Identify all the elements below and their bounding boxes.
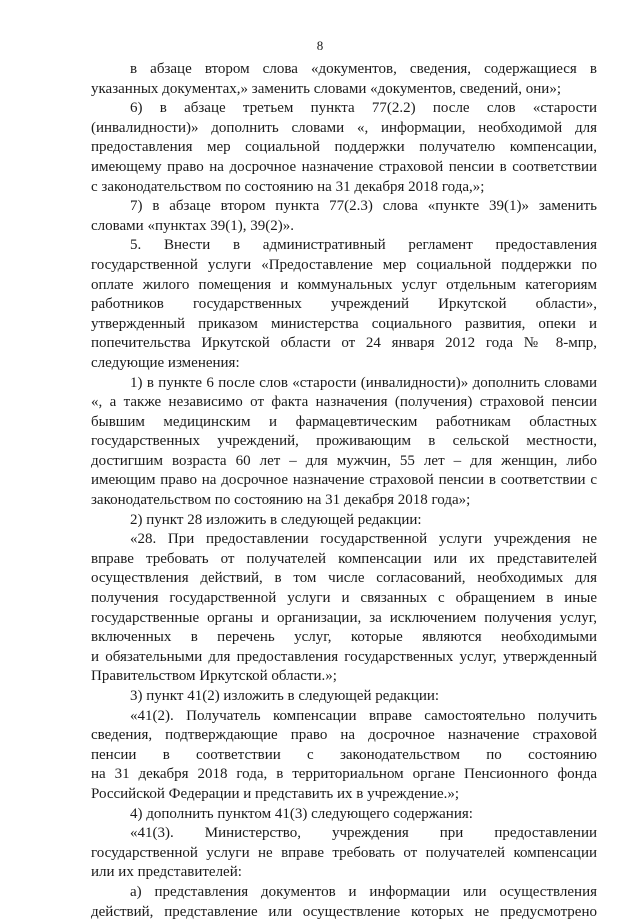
text-line: (инвалидности)» дополнить словами «, информации, необходимой для xyxy=(91,119,597,136)
text-line: а) представления документов и информации или осуществления xyxy=(130,883,597,900)
text-line: вправе требовать от получателей компенсации или их представителей xyxy=(91,550,597,567)
text-line: «41(3). Министерство, учреждения при предоставлении xyxy=(130,825,597,842)
text-line: законодательством по состоянию на 31 декабря 2018 года»; xyxy=(91,492,471,509)
text-line: в абзаце втором слова «документов, сведения, содержащиеся в xyxy=(130,61,597,77)
text-line: следующие изменения: xyxy=(91,354,240,371)
text-line: на 31 декабря 2018 года, в территориальном органе Пенсионного фонда xyxy=(91,766,597,783)
text-line: 4) дополнить пунктом 41(3) следующего содержания: xyxy=(130,805,473,822)
text-line: с законодательством по состоянию на 31 декабря 2018 года,»; xyxy=(91,178,485,195)
text-line: 7) в абзаце втором пункта 77(2.3) слова «пункте 39(1)» заменить xyxy=(130,198,597,215)
text-line: включенных в перечень услуг, которые являются необходимыми xyxy=(91,629,597,646)
text-line: сведения, подтверждающие право на досрочное назначение страховой xyxy=(91,727,597,744)
text-line: предоставления мер социальной поддержки получателю компенсации, xyxy=(91,139,597,156)
text-line: «, а также независимо от факта назначения (получения) страховой пенсии xyxy=(91,394,597,411)
text-line: 2) пункт 28 изложить в следующей редакции: xyxy=(130,511,422,528)
text-line: 6) в абзаце третьем пункта 77(2.2) после слов «старости xyxy=(130,100,597,117)
text-line: 5. Внести в административный регламент предоставления xyxy=(130,237,597,254)
text-line: оплате жилого помещения и коммунальных услуг отдельным категориям xyxy=(91,276,597,293)
text-line: Российской Федерации и представить их в учреждение.»; xyxy=(91,785,460,802)
document-body xyxy=(91,60,597,922)
text-line: имеющему право на досрочное назначение страховой пенсии в соответствии xyxy=(91,158,597,175)
text-line: государственной услуги «Предоставление мер социальной поддержки по xyxy=(91,256,597,273)
text-line: пенсии в соответствии с законодательством по состоянию xyxy=(91,746,597,763)
text-line: и обязательными для предоставления государственных услуг, утвержденный xyxy=(91,648,597,665)
text-line: государственных учреждений, проживающим в сельской местности, xyxy=(91,433,597,450)
text-line: 1) в пункте 6 после слов «старости (инвалидности)» дополнить словами xyxy=(130,374,597,391)
text-line: достигшим возраста 60 лет – для мужчин, 55 лет – для женщин, либо xyxy=(91,452,597,469)
text-line: действий, представление или осуществление которых не предусмотрено xyxy=(91,903,597,920)
text-line: осуществления действий, в том числе согласований, необходимых для xyxy=(91,570,597,587)
text-line: «41(2). Получатель компенсации вправе самостоятельно получить xyxy=(130,707,597,724)
text-line: государственные органы и организации, за исключением получения услуг, xyxy=(91,609,597,626)
text-line: словами «пунктах 39(1), 39(2)». xyxy=(91,217,294,234)
text-line: работников государственных учреждений Иркутской области», xyxy=(91,296,597,313)
text-line: получения государственной услуги и связанных с обращением в иные xyxy=(91,590,597,607)
text-line: бывшим медицинским и фармацевтическим работникам областных xyxy=(91,413,597,430)
text-line: утвержденный приказом министерства социального развития, опеки и xyxy=(91,315,597,332)
text-line: Правительством Иркутской области.»; xyxy=(91,668,337,685)
text-line: государственной услуги не вправе требовать от получателей компенсации xyxy=(91,844,597,861)
text-line: указанных документах,» заменить словами «документов, сведений, они»; xyxy=(91,80,561,97)
text-line: 3) пункт 41(2) изложить в следующей редакции: xyxy=(130,688,440,704)
text-line: или их представителей: xyxy=(91,864,242,881)
text-line: имеющим право на досрочное назначение страховой пенсии в соответствии с xyxy=(91,472,597,489)
text-line: «28. При предоставлении государственной услуги учреждения не xyxy=(130,531,597,548)
text-line: попечительства Иркутской области от 24 января 2012 года № 8-мпр, xyxy=(91,335,597,352)
page-number: 8 xyxy=(316,38,324,53)
